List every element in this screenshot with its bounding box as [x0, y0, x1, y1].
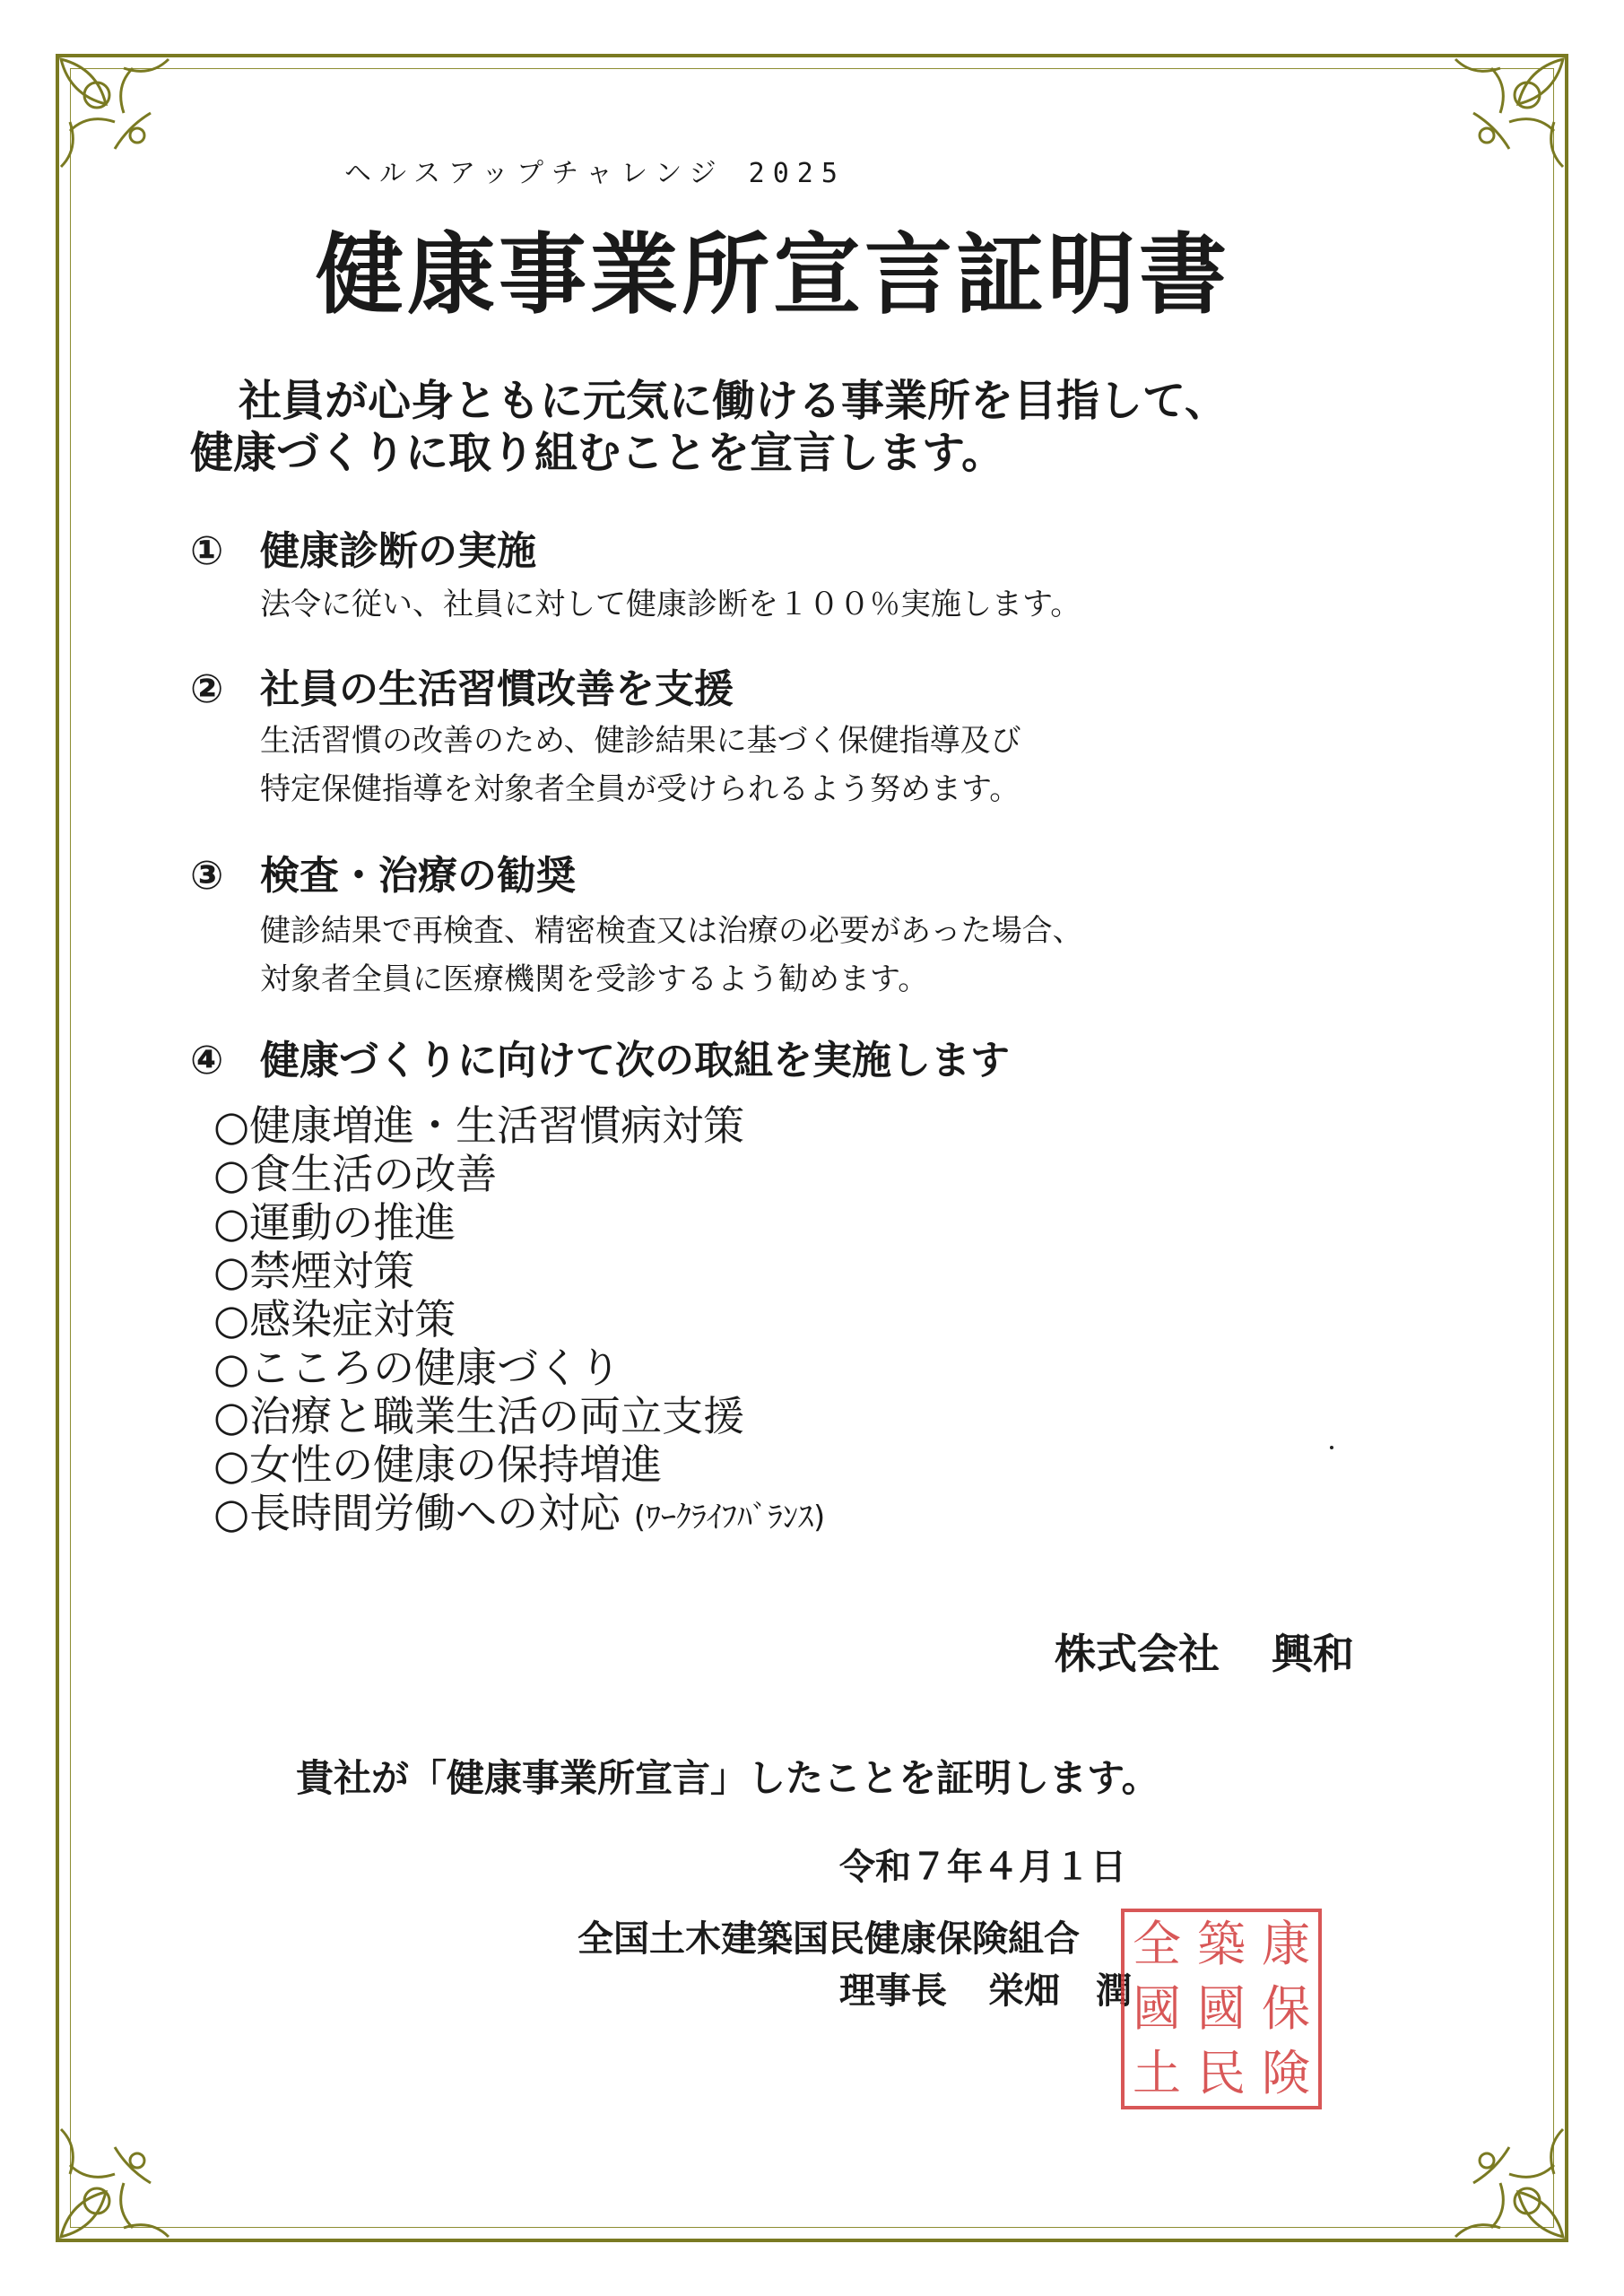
section-body-line: 法令に従い、社員に対して健康診断を１００％実施します。 [260, 587, 1081, 622]
ornament-corner-bottom-right [1420, 2093, 1581, 2255]
company-name [1055, 1622, 1354, 1681]
section-heading [190, 1028, 1010, 1085]
issue-date: 令和７年４月１日 [839, 1847, 1126, 1888]
ornament-corner-bottom-left [43, 2093, 204, 2255]
company-prefix: 株式会社 [1055, 1630, 1220, 1678]
list-item: ○禁煙対策 [213, 1247, 415, 1295]
list-item: ○運動の推進 [213, 1198, 456, 1247]
director-name: 栄畑 潤 [988, 1970, 1132, 2012]
issuer-name: 全国土木建築国民健康保険組合 [578, 1918, 1080, 1960]
section-number: ③ [190, 853, 224, 899]
list-item-text: ○長時間労働への対応 [213, 1489, 621, 1537]
director-role: 理事長 [839, 1970, 947, 2012]
section-title: 社員の生活習慣改善を支援 [260, 666, 734, 712]
ornament-corner-top-right [1420, 41, 1581, 203]
section-body-line: 生活習慣の改善のため、健診結果に基づく保健指導及び [260, 723, 1021, 759]
list-item: ○治療と職業生活の両立支援 [213, 1392, 745, 1440]
subtitle: ヘルスアップチャレンジ 2025 [344, 158, 846, 189]
section-number: ② [190, 666, 224, 712]
section-body-line: 対象者全員に医療機関を受診するよう勧めます。 [260, 961, 929, 997]
list-item: ○食生活の改善 [213, 1150, 498, 1198]
list-item: ○こころの健康づくり [213, 1344, 621, 1392]
intro-line-1: 社員が心身ともに元気に働ける事業所を目指して、 [239, 376, 1229, 426]
list-item: ○女性の健康の保持増進 [213, 1440, 663, 1489]
section-heading [190, 518, 536, 576]
certification-statement: 貴社が「健康事業所宣言」したことを証明します。 [296, 1756, 1159, 1800]
section-number: ① [190, 528, 224, 574]
stray-dot [1330, 1446, 1333, 1449]
company-label: 興和 [1272, 1630, 1354, 1678]
section-body-line: 健診結果で再検査、精密検査又は治療の必要があった場合、 [260, 913, 1083, 949]
director-signature [839, 1962, 1132, 2013]
section-title: 健康診断の実施 [260, 528, 536, 574]
intro-line-2: 健康づくりに取り組むことを宣言します。 [190, 428, 1005, 478]
section-title: 健康づくりに向けて次の取組を実施します [260, 1038, 1010, 1083]
page-title: 健康事業所宣言証明書 [316, 224, 1231, 326]
section-heading [190, 657, 734, 714]
list-item-note: (ﾜｰｸﾗｲﾌﾊﾞﾗﾝｽ) [633, 1500, 826, 1535]
section-title: 検査・治療の勧奨 [260, 853, 576, 899]
list-item [213, 1489, 825, 1542]
list-item: ○健康増進・生活習慣病対策 [213, 1101, 745, 1150]
section-body-line: 特定保健指導を対象者全員が受けられるよう努めます。 [260, 771, 1020, 807]
list-item: ○感染症対策 [213, 1295, 456, 1344]
initiative-list [213, 1101, 825, 1542]
section-heading [190, 843, 576, 900]
section-number: ④ [190, 1038, 224, 1083]
ornament-corner-top-left [43, 41, 204, 203]
official-seal-stamp: 全 築 康 國 國 保 土 民 険 [1121, 1909, 1322, 2109]
